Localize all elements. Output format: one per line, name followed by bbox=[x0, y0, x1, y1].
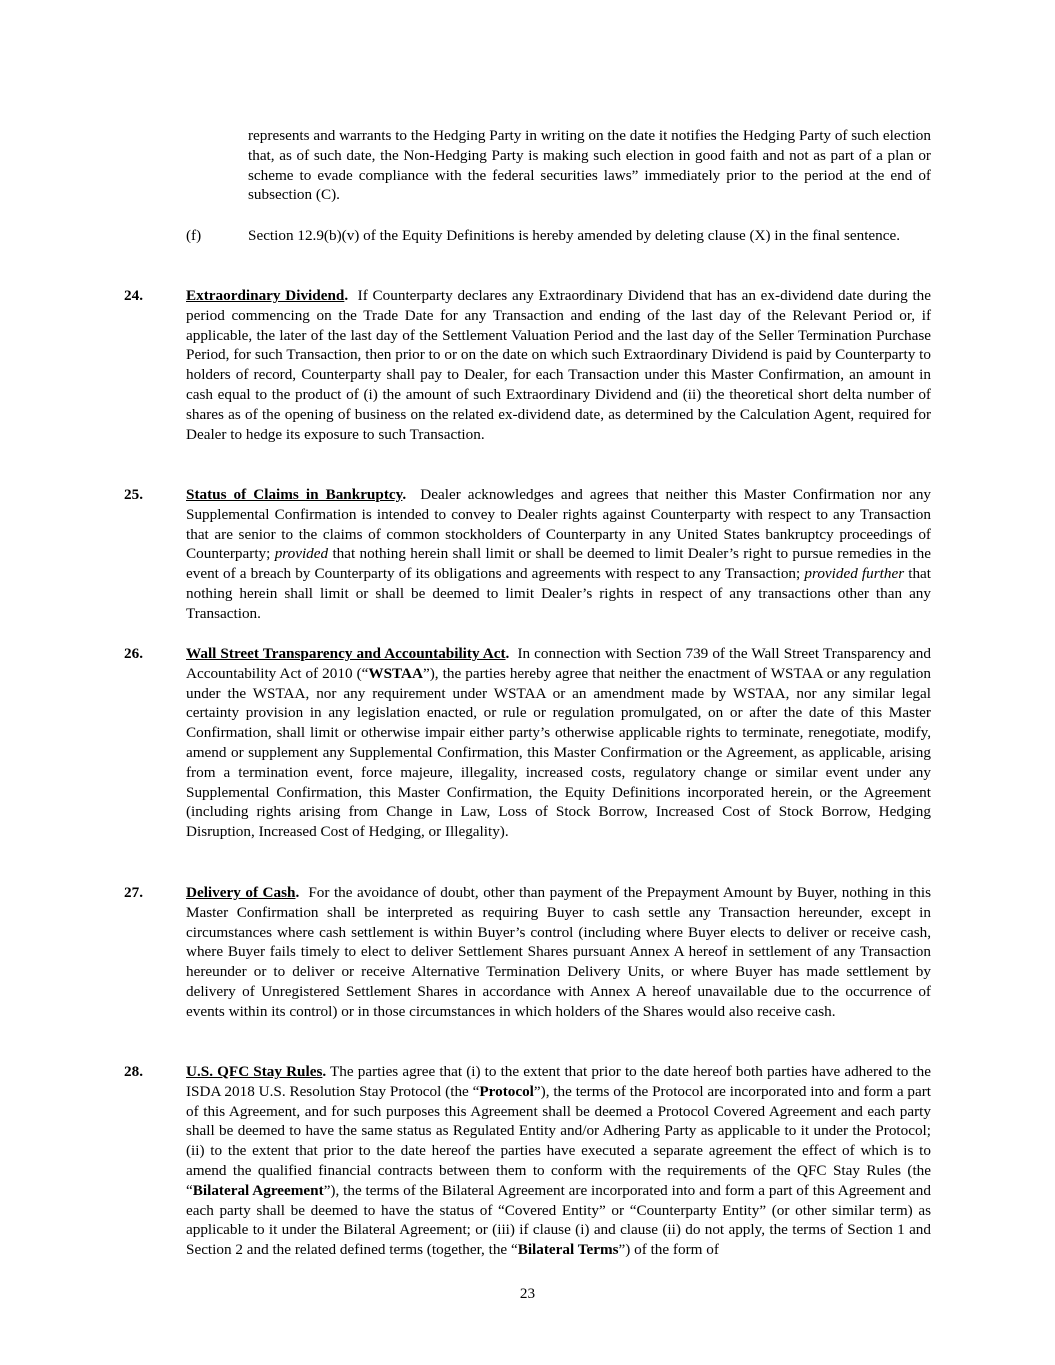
section-text: ”), the terms of the Protocol are incorporated into and form a part of this Agreement, and for such purposes this Agreement shall be deemed a Protocol Covered Agreement and each party shall be deemed to have the same status as Regulated Entity and/or Adhering Party as applicable to it under the Protocol; (ii) to the extent that prior to the date hereof the parties have executed a separate agreement the effect of which is to amend the qualified financial contracts between them to conform with the requirements of the QFC Stay Rules (the “ bbox=[186, 1082, 932, 1199]
section-text: In connection with Section 739 of the Wall Street Transparency and Accountability Act of 2010 (“ bbox=[186, 645, 931, 682]
section-text: that nothing herein shall limit or shall be deemed to limit Dealer’s rights in respect of any transactions other than any Transaction. bbox=[186, 565, 932, 622]
section-text: ”) of the form of bbox=[618, 1241, 719, 1259]
section-text: that nothing herein shall limit or shall be deemed to limit Dealer’s right to pursue remedies in the event of a breach by Counterparty of its obligations and agreements with respect to any Transaction; bbox=[186, 545, 932, 583]
defined-term: Protocol bbox=[479, 1082, 534, 1100]
section-number: 26. bbox=[124, 645, 143, 662]
section-heading: Wall Street Transparency and Accountability Act bbox=[186, 645, 506, 662]
section-text: For the avoidance of doubt, other than payment of the Prepayment Amount by Buyer, nothing in this Master Confirmation shall be interpreted as requiring Buyer to cash settle any Transaction hereunder, except in circumstances where cash settlement is within Buyer’s control (including where Buyer elects to deliver or receive cash, where Buyer fails timely to elect to deliver Settlement Shares pursuant Annex A hereof in settlement of any Transaction hereunder or to deliver or receive Alternative Termination Delivery Units, or where Buyer has made settlement by delivery of Unregistered Settlement Shares in accordance with Annex A hereof unavailable due to the occurrence of events within its control) or in those circumstances in which holders of the Shares would also receive cash. bbox=[186, 884, 932, 1020]
continuation-text: represents and warrants to the Hedging Party in writing on the date it notifies the Hedging Party of such election that, as of such date, the Non-Hedging Party is making such election in good faith and not as part of a plan or scheme to evade compliance with the federal securities laws” immediately prior to the period at the end of subsection (C). bbox=[248, 127, 931, 204]
provided-italic: provided bbox=[274, 545, 329, 563]
section-body: Delivery of Cash. For the avoidance of doubt, other than payment of the Prepayment Amount by Buyer, nothing in this Master Confirmation shall be interpreted as requiring Buyer to cash settle any Transaction hereunder, except in circumstances where cash settlement is within Buyer’s control (including where Buyer elects to deliver or receive cash, where Buyer fails timely to elect to deliver Settlement Shares pursuant Annex A hereof in settlement of any Transaction hereunder or to deliver or receive Alternative Termination Delivery Units, or where Buyer has made settlement by delivery of Unregistered Settlement Shares in accordance with Annex A hereof unavailable due to the occurrence of events within its control) or in those circumstances in which holders of the Shares would also receive cash. bbox=[186, 884, 932, 1020]
section-text: The parties agree that (i) to the extent that prior to the date hereof both parties have adhered to the ISDA 2018 U.S. Resolution Stay Protocol (the “ bbox=[186, 1063, 931, 1100]
defined-term: Bilateral Terms bbox=[517, 1241, 619, 1259]
section-body: Wall Street Transparency and Accountability Act. In connection with Section 739 of the Wall Street Transparency and Accountability Act of 2010 (“WSTAA”), the parties hereby agree that neither the enactment of WSTAA or any regulation under the WSTAA, nor any requirement under WSTAA or an amendment made by WSTAA, nor any similar legal certainty provision in any legislation enacted, or rule or regulation promulgated, on or after the date of this Master Confirmation, shall limit or otherwise impair either party’s otherwise applicable rights to terminate, renegotiate, modify, amend or supplement any Supplemental Confirmation, this Master Confirmation or the Agreement, as applicable, arising from a termination event, force majeure, illegality, increased costs, regulatory change or similar event under any Supplemental Confirmation, this Master Confirmation, the Equity Definitions incorporated herein, or the Agreement (including rights arising from Change in Law, Loss of Stock Borrow, Increased Cost of Stock Borrow, Hedging Disruption, Increased Cost of Hedging, or Illegality). bbox=[186, 645, 931, 841]
section-text: If Counterparty declares any Extraordinary Dividend that has an ex-dividend date during the period commencing on the Trade Date for any Transaction and ending of the last day of the Relevant Period or, if applicable, the later of the last day of the Settlement Valuation Period and the last day of the Seller Termination Purchase Period, for such Transaction, then prior to or on the date on which such Extraordinary Dividend is paid by Counterparty to holders of record, Counterparty shall pay to Dealer, for each Transaction under this Master Confirmation, an amount in cash equal to the product of (i) the amount of such Extraordinary Dividend and (ii) the theoretical short delta number of shares as of the opening of business on the related ex-dividend date, as determined by the Calculation Agent, required for Dealer to hedge its exposure to such Transaction. bbox=[186, 287, 932, 443]
section-number: 27. bbox=[124, 884, 143, 901]
continuation-paragraph bbox=[248, 126, 931, 205]
section-number: 24. bbox=[124, 287, 143, 304]
page-number: 23 bbox=[519, 1285, 536, 1302]
section-body: U.S. QFC Stay Rules. The parties agree that (i) to the extent that prior to the date hereof both parties have adhered to the ISDA 2018 U.S. Resolution Stay Protocol (the “Protocol”), the terms of the Protocol are incorporated into and form a part of this Agreement, and for such purposes this Agreement shall be deemed a Protocol Covered Agreement and each party shall be deemed to have the same status as Regulated Entity and/or Adhering Party as applicable to it under the Protocol; (ii) to the extent that prior to the date hereof the parties have executed a separate agreement the effect of which is to amend the qualified financial contracts between them to conform with the requirements of the QFC Stay Rules (the “Bilateral Agreement”), the terms of the Bilateral Agreement are incorporated into and form a part of this Agreement and each party shall be deemed to have the status of “Covered Entity” or “Counterparty Entity” (or other similar term) as applicable to it under the Bilateral Agreement; or (iii) if clause (i) and clause (ii) do not apply, the terms of Section 1 and Section 2 and the related defined terms (together, the “Bilateral Terms”) of the form of bbox=[186, 1063, 932, 1259]
section-heading: Status of Claims in Bankruptcy bbox=[186, 486, 403, 503]
section-number: 28. bbox=[124, 1063, 143, 1080]
section-text: ”), the parties hereby agree that neither the enactment of WSTAA or any regulation under the WSTAA, nor any requirement under WSTAA or an amendment made by WSTAA, nor any similar legal certainty provision in any legislation enacted, or rule or regulation promulgated, on or after the date of this Master Confirmation, shall limit or otherwise impair either party’s otherwise applicable rights to terminate, renegotiate, modify, amend or supplement any Supplemental Confirmation, this Master Confirmation or the Agreement, as applicable, arising from a termination event, force majeure, illegality, increased costs, regulatory change or similar event under any Supplemental Confirmation, this Master Confirmation, the Equity Definitions incorporated herein, or the Agreement (including rights arising from Change in Law, Loss of Stock Borrow, Increased Cost of Stock Borrow, Hedging Disruption, Increased Cost of Hedging, or Illegality). bbox=[186, 664, 931, 841]
clause-f-text: Section 12.9(b)(v) of the Equity Definitions is hereby amended by deleting clause (X) in the final sentence. bbox=[248, 227, 901, 244]
section-body: Status of Claims in Bankruptcy. Dealer acknowledges and agrees that neither this Master Confirmation nor any Supplemental Confirmation is intended to convey to Dealer rights against Counterparty with respect to any Transaction that are senior to the claims of common stockholders of Counterparty in any United States bankruptcy proceedings of Counterparty; provided that nothing herein shall limit or shall be deemed to limit Dealer’s right to pursue remedies in the event of a breach by Counterparty of its obligations and agreements with respect to any Transaction; provided further that nothing herein shall limit or shall be deemed to limit Dealer’s rights in respect of any transactions other than any Transaction. bbox=[186, 486, 932, 622]
clause-f-label: (f) bbox=[186, 227, 202, 244]
section-heading: Extraordinary Dividend bbox=[186, 287, 345, 304]
defined-term: Bilateral Agreement bbox=[192, 1181, 324, 1199]
section-number: 25. bbox=[124, 486, 143, 503]
section-heading: U.S. QFC Stay Rules bbox=[186, 1063, 323, 1080]
defined-term: WSTAA bbox=[368, 664, 423, 682]
provided-further-italic: provided further bbox=[804, 565, 905, 583]
section-heading: Delivery of Cash bbox=[186, 884, 296, 901]
section-text: Dealer acknowledges and agrees that neither this Master Confirmation nor any Supplemental Confirmation is intended to convey to Dealer rights against Counterparty with respect to any Transaction that are senior to the claims of common stockholders of Counterparty in any United States bankruptcy proceedings of Counterparty; bbox=[186, 486, 932, 563]
section-body: Extraordinary Dividend. If Counterparty declares any Extraordinary Dividend that has an ex-dividend date during the period commencing on the Trade Date for any Transaction and ending of the last day of the Relevant Period or, if applicable, the later of the last day of the Settlement Valuation Period and the last day of the Seller Termination Purchase Period, for such Transaction, then prior to or on the date on which such Extraordinary Dividend is paid by Counterparty to holders of record, Counterparty shall pay to Dealer, for each Transaction under this Master Confirmation, an amount in cash equal to the product of (i) the amount of such Extraordinary Dividend and (ii) the theoretical short delta number of shares as of the opening of business on the related ex-dividend date, as determined by the Calculation Agent, required for Dealer to hedge its exposure to such Transaction. bbox=[186, 287, 932, 443]
section-text: ”), the terms of the Bilateral Agreement are incorporated into and form a part of this Agreement and each party shall be deemed to have the status of “Covered Entity” or “Counterparty Entity” (or other similar term) as applicable to it under the Bilateral Agreement; or (iii) if clause (i) and clause (ii) do not apply, the terms of Section 1 and Section 2 and the related defined terms (together, the “ bbox=[186, 1181, 931, 1259]
